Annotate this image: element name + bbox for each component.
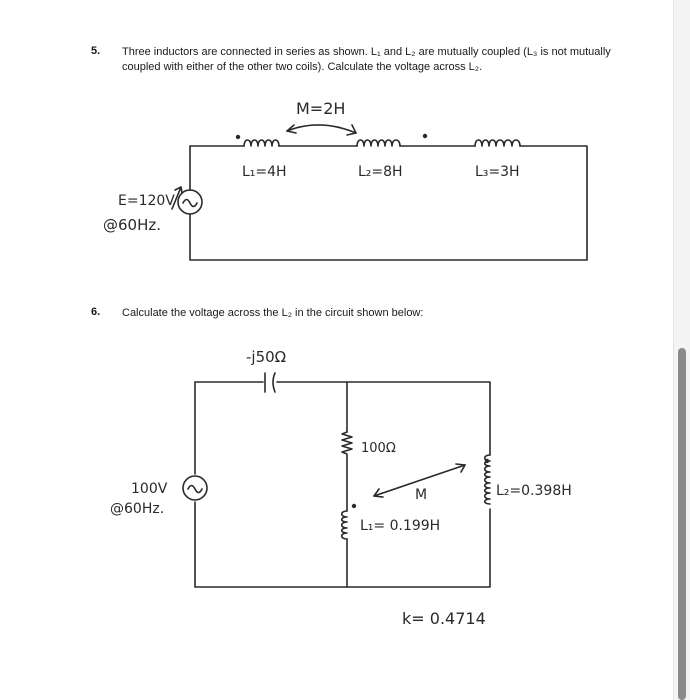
inductor-l1-vertical xyxy=(342,511,347,539)
capacitor-icon xyxy=(265,373,275,392)
inductor-l1 xyxy=(244,140,279,146)
coupling-label: k= 0.4714 xyxy=(402,609,486,628)
source-2-voltage: 100V xyxy=(131,481,168,497)
inductor-l3 xyxy=(475,140,520,146)
resistor-label: 100Ω xyxy=(361,441,396,456)
mutual-label: M=2H xyxy=(296,99,346,118)
question-6-number: 6. xyxy=(91,306,101,318)
question-6-text: Calculate the voltage across the L₂ in the circuit shown below: xyxy=(122,307,424,319)
capacitor-label: -j50Ω xyxy=(246,348,287,366)
scrollbar-thumb[interactable] xyxy=(678,348,686,700)
l1-label: L₁=4H xyxy=(242,164,287,180)
l1-c2-label: L₁= 0.199H xyxy=(360,518,441,534)
mutual-2-label: M xyxy=(415,487,428,503)
inductor-l2 xyxy=(357,140,400,146)
polarity-dot-c2-l2 xyxy=(485,459,489,463)
resistor-icon xyxy=(342,432,352,454)
l3-label: L₃=3H xyxy=(475,164,520,180)
l2-label: L₂=8H xyxy=(358,164,403,180)
source-2-frequency: @60Hz. xyxy=(110,501,165,517)
polarity-dot-l1 xyxy=(236,135,240,139)
vertical-scrollbar[interactable] xyxy=(673,0,690,700)
mutual-arrow-icon xyxy=(287,125,356,133)
source-1-voltage: E=120V xyxy=(118,193,175,209)
question-5-number: 5. xyxy=(91,45,101,57)
question-5-text: Three inductors are connected in series as shown. L₁ and L₂ are mutually coupled (L₃ is not mutually coupled with either of the other two coils). Calculate the voltage across L₂. xyxy=(122,46,611,73)
polarity-dot-c2-l1 xyxy=(352,504,356,508)
l2-c2-label: L₂=0.398H xyxy=(496,483,572,499)
source-1-frequency: @60Hz. xyxy=(103,216,162,234)
polarity-dot-l2 xyxy=(423,134,427,138)
circuit-2-wires xyxy=(195,382,490,587)
